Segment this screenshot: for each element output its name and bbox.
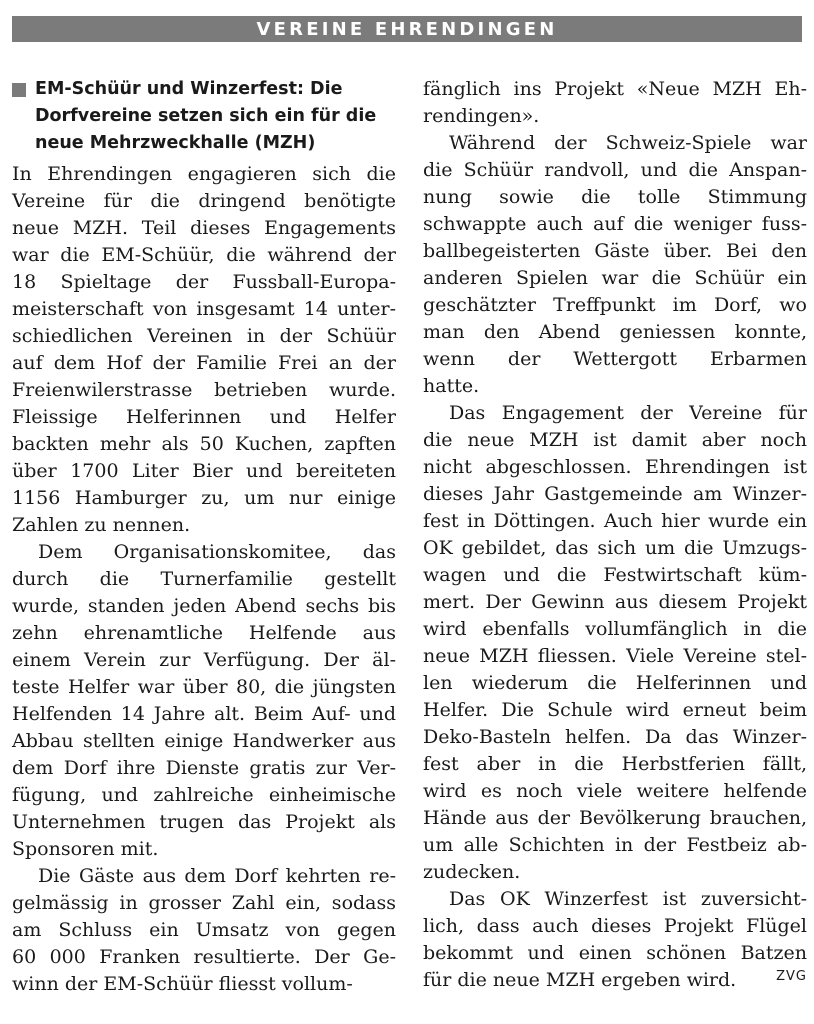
text-line: Die Gäste aus dem Dorf kehrten re- <box>38 865 396 887</box>
text-line: durch die Turnerfamilie gestellt <box>12 568 396 590</box>
text-line: schwappte auch auf die weniger fuss- <box>423 213 807 235</box>
text-line: fest aber in die Herbstferien fällt, <box>423 753 807 775</box>
text-line: wagen und die Festwirtschaft küm- <box>423 564 807 586</box>
text-line: lich, dass auch dieses Projekt Flügel <box>423 915 807 937</box>
text-line: 1156 Hamburger zu, um nur einige <box>12 487 396 509</box>
text-line: wenn der Wettergott Erbarmen <box>423 348 807 370</box>
text-line: Fleissige Helferinnen und Helfer <box>12 406 396 428</box>
text-line: anderen Spielen war die Schüür ein <box>423 267 807 289</box>
article-body-left <box>12 161 396 998</box>
text-line: Hände aus der Bevölkerung brauchen, <box>423 807 807 829</box>
text-line: wird ebenfalls vollumfänglich in die <box>423 618 807 640</box>
article-paragraph <box>423 400 807 886</box>
text-line: für die neue MZH ergeben wird. <box>423 969 737 991</box>
text-line: nicht abgeschlossen. Ehrendingen ist <box>423 456 807 478</box>
headline-square-icon <box>12 83 26 97</box>
text-line: OK gebildet, das sich um die Umzugs- <box>423 537 807 559</box>
text-line: wurde, standen jeden Abend sechs bis <box>12 595 396 617</box>
headline-line: Dorfvereine setzen sich ein für die <box>35 106 377 126</box>
text-line: 60 000 Franken resultierte. Der Ge- <box>12 946 396 968</box>
text-line: Helfenden 14 Jahre alt. Beim Auf- und <box>12 703 396 725</box>
text-line: 18 Spieltage der Fussball-Europa- <box>12 271 396 293</box>
text-line: mert. Der Gewinn aus diesem Projekt <box>423 591 807 613</box>
text-line: Zahlen zu nennen. <box>12 514 191 536</box>
text-line: ballbegeisterten Gäste über. Bei den <box>423 240 807 262</box>
text-line: Vereine für die dringend benötigte <box>12 190 396 212</box>
text-line: man den Abend geniessen konnte, <box>423 321 807 343</box>
text-line: einem Verein zur Verfügung. Der äl- <box>12 649 396 671</box>
article-headline <box>12 76 396 157</box>
text-line: dem Dorf ihre Dienste gratis zur Ver- <box>12 757 396 779</box>
text-line: neue MZH. Teil dieses Engagements <box>12 217 396 239</box>
article-paragraph <box>12 161 396 539</box>
text-line: die neue MZH ist damit aber noch <box>423 429 807 451</box>
text-line: geschätzter Treffpunkt im Dorf, wo <box>423 294 807 316</box>
text-line: rendingen». <box>423 105 540 127</box>
text-line: Freienwilerstrasse betrieben wurde. <box>12 379 396 401</box>
text-line: Deko-Basteln helfen. Da das Winzer- <box>423 726 807 748</box>
text-line: dieses Jahr Gastgemeinde am Winzer- <box>423 483 807 505</box>
article-column-right <box>423 76 807 994</box>
text-line: len wiederum die Helferinnen und <box>423 672 807 694</box>
text-line: Abbau stellten einige Handwerker aus <box>12 730 396 752</box>
text-line: auf dem Hof der Familie Frei an der <box>12 352 396 374</box>
text-line: backten mehr als 50 Kuchen, zapften <box>12 433 396 455</box>
text-line: fest in Döttingen. Auch hier wurde ein <box>423 510 807 532</box>
text-line: Das Engagement der Vereine für <box>449 402 807 424</box>
text-line: In Ehrendingen engagieren sich die <box>12 163 396 185</box>
article-column-left <box>12 76 396 998</box>
photo-credit: ZVG <box>776 969 807 984</box>
text-line: am Schluss ein Umsatz von gegen <box>12 919 396 941</box>
text-line: Unternehmen trugen das Projekt als <box>12 811 396 833</box>
text-line: fänglich ins Projekt «Neue MZH Eh- <box>423 78 807 100</box>
text-line: über 1700 Liter Bier und bereiteten <box>12 460 396 482</box>
text-line: winn der EM-Schüür fliesst vollum- <box>12 973 353 995</box>
text-line: hatte. <box>423 375 480 397</box>
text-line: wird es noch viele weitere helfende <box>423 780 807 802</box>
text-line: teste Helfer war über 80, die jüngsten <box>12 676 396 698</box>
text-line: nung sowie die tolle Stimmung <box>423 186 807 208</box>
article-paragraph <box>12 863 396 998</box>
text-line: zehn ehrenamtliche Helfende aus <box>12 622 396 644</box>
text-line: meisterschaft von insgesamt 14 unter- <box>12 298 396 320</box>
article-paragraph <box>423 886 807 994</box>
text-line: Dem Organisationskomitee, das <box>38 541 396 563</box>
text-line: zudecken. <box>423 861 521 883</box>
headline-line: neue Mehrzweckhalle (MZH) <box>35 133 316 153</box>
text-line: bekommt und einen schönen Batzen <box>423 942 807 964</box>
text-line: fügung, und zahlreiche einheimische <box>12 784 396 806</box>
text-line: Das OK Winzerfest ist zuversicht- <box>449 888 807 910</box>
headline-line: EM-Schüür und Winzerfest: Die <box>35 79 343 99</box>
article-paragraph <box>423 76 807 130</box>
article-paragraph <box>12 539 396 863</box>
text-line: Sponsoren mit. <box>12 838 159 860</box>
text-line: schiedlichen Vereinen in der Schüür <box>12 325 396 347</box>
text-line: gelmässig in grosser Zahl ein, sodass <box>12 892 396 914</box>
text-line: die Schüür randvoll, und die Anspan- <box>423 159 807 181</box>
text-line: Während der Schweiz-Spiele war <box>449 132 807 154</box>
text-line: Helfer. Die Schule wird erneut beim <box>423 699 807 721</box>
text-line: war die EM-Schüür, die während der <box>12 244 396 266</box>
text-line: um alle Schichten in der Festbeiz ab- <box>423 834 807 856</box>
text-line: neue MZH fliessen. Viele Vereine stel- <box>423 645 807 667</box>
section-header-bar <box>12 16 802 42</box>
headline-text <box>35 76 376 157</box>
article-body-right <box>423 76 807 994</box>
section-title: VEREINE EHRENDINGEN <box>256 18 558 40</box>
article-paragraph <box>423 130 807 400</box>
